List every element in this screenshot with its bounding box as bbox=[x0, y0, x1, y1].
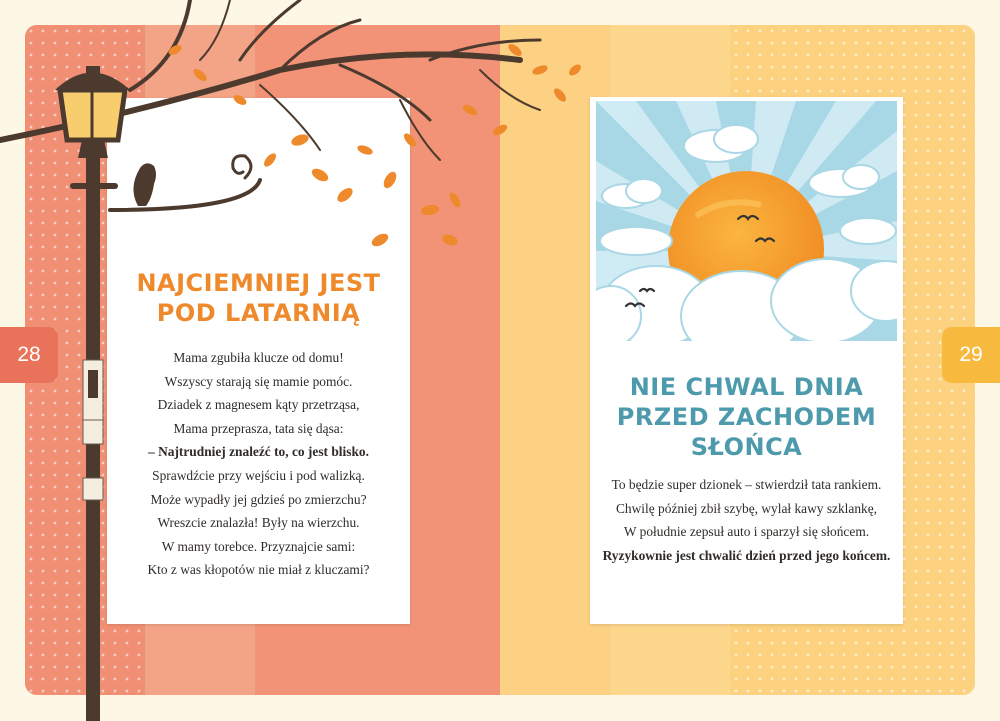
poem-line-emphasis: – Najtrudniej znaleźć to, co jest blisko. bbox=[148, 444, 369, 460]
poem-line: Sprawdźcie przy wejściu i pod walizką. bbox=[152, 467, 365, 483]
right-poem-title bbox=[590, 372, 903, 462]
left-poem-text bbox=[107, 346, 410, 582]
left-poem-title bbox=[107, 268, 410, 328]
poem-line: Mama zgubiła klucze od domu! bbox=[173, 350, 344, 365]
poem-line: W południe zepsuł auto i sparzył się słońcem. bbox=[623, 524, 870, 540]
sun-clouds-illustration bbox=[596, 101, 897, 341]
poem-line: Wreszcie znalazła! Były na wierzchu. bbox=[157, 515, 360, 531]
left-poem-card bbox=[107, 98, 410, 624]
poem-line: Dziadek z magnesem kąty przetrząsa, bbox=[157, 397, 360, 413]
poem-line: Chwilę później zbił szybę, wylał kawy szklankę, bbox=[615, 500, 878, 516]
left-title-line2: POD LATARNIĄ bbox=[156, 299, 361, 327]
poem-line: Mama przeprasza, tata się dąsa: bbox=[173, 420, 344, 436]
right-title-line1: NIE CHWAL DNIA bbox=[629, 373, 864, 401]
right-page-number: 29 bbox=[942, 327, 1000, 383]
right-poem-text bbox=[590, 473, 903, 567]
poem-line-emphasis: Ryzykownie jest chwalić dzień przed jego końcem. bbox=[602, 547, 891, 563]
right-title-line3: SŁOŃCA bbox=[690, 433, 803, 461]
poem-line: W mamy torebce. Przyznajcie sami: bbox=[161, 538, 356, 554]
poem-line: Wszyscy starają się mamie pomóc. bbox=[164, 373, 353, 389]
poem-line: Kto z was kłopotów nie miał z kluczami? bbox=[147, 562, 370, 578]
poem-line: To będzie super dzionek – stwierdził tata rankiem. bbox=[611, 477, 882, 492]
left-title-line1: NAJCIEMNIEJ JEST bbox=[136, 269, 381, 297]
left-page-number: 28 bbox=[0, 327, 58, 383]
poem-line: Może wypadły jej gdzieś po zmierzchu? bbox=[150, 491, 367, 507]
right-title-line2: PRZED ZACHODEM bbox=[616, 403, 877, 431]
